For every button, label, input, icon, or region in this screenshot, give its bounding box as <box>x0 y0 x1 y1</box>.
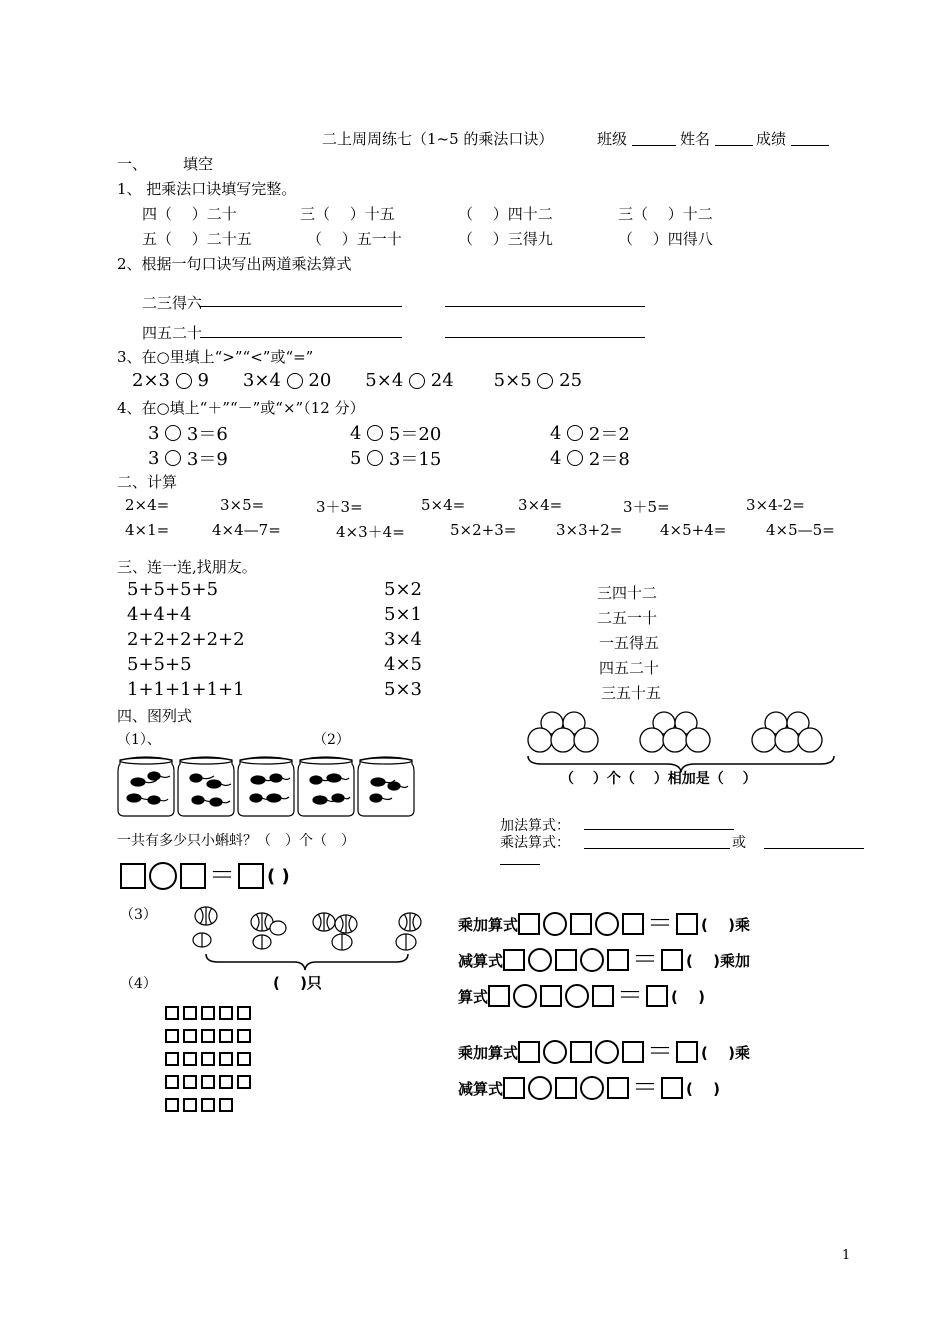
small-square <box>219 1029 233 1043</box>
pumpkin-caption: ( )只 <box>273 974 322 992</box>
q2-blank-2a[interactable] <box>200 337 402 338</box>
mul-formula-blank-c[interactable] <box>500 864 540 865</box>
answer-box[interactable] <box>592 985 614 1007</box>
q1-r1-b: 三（ ）十五 <box>300 205 395 223</box>
q4-circle[interactable] <box>165 450 181 466</box>
q4-r1-c: 4 2＝2 <box>550 422 630 445</box>
eq-row-4 <box>458 1037 750 1067</box>
small-square <box>219 1075 233 1089</box>
match-sum-4: 5+5+5 <box>127 654 192 675</box>
small-square <box>201 1075 215 1089</box>
q4-circle[interactable] <box>567 450 583 466</box>
operator-circle[interactable] <box>528 1076 552 1100</box>
small-square <box>165 1098 179 1112</box>
answer-box[interactable] <box>646 985 668 1007</box>
match-product-2: 5×1 <box>384 604 422 625</box>
q1-r2-d: （ ）四得八 <box>618 230 713 248</box>
equals-sign: ＝ <box>632 945 659 975</box>
score-blank[interactable] <box>791 145 829 146</box>
square-row <box>165 1006 255 1029</box>
match-product-3: 3×4 <box>384 629 422 650</box>
answer-box[interactable] <box>555 949 577 971</box>
answer-box[interactable] <box>622 1041 644 1063</box>
answer-box[interactable] <box>555 1077 577 1099</box>
small-square <box>183 1075 197 1089</box>
small-square <box>183 1052 197 1066</box>
q3-b-right: 20 <box>308 370 332 391</box>
q4-r2-a: 3 3＝9 <box>148 447 228 470</box>
page-number: 1 <box>842 1248 851 1263</box>
name-blank[interactable] <box>715 145 753 146</box>
match-product-5: 5×3 <box>384 679 422 700</box>
small-square <box>237 1006 251 1020</box>
q3-c-left: 5×4 <box>365 370 404 391</box>
square-row <box>165 1075 255 1098</box>
q1-r1-c: （ ）四十二 <box>458 205 553 223</box>
calc-r2-6: 4×5+4= <box>660 521 727 539</box>
tadpole-equation <box>120 862 290 890</box>
operator-circle[interactable] <box>513 984 537 1008</box>
calc-r1-6: 3＋5= <box>623 498 670 516</box>
answer-box[interactable] <box>570 913 592 935</box>
section2-heading: 二、计算 <box>117 473 178 491</box>
match-rhyme-2: 二五一十 <box>597 609 658 627</box>
square-grid <box>165 1006 255 1121</box>
part4-label: （4） <box>120 976 157 992</box>
answer-box[interactable] <box>488 985 510 1007</box>
small-square <box>165 1029 179 1043</box>
square-row <box>165 1029 255 1052</box>
operator-circle[interactable] <box>580 1076 604 1100</box>
section1-heading: 填空 <box>183 155 214 173</box>
q3-c-right: 24 <box>430 370 454 391</box>
calc-r2-7: 4×5—5= <box>766 521 835 539</box>
square-row <box>165 1052 255 1075</box>
small-square <box>201 1006 215 1020</box>
apple-caption: （ ）个（ ）相加是（ ） <box>560 771 757 787</box>
calc-r2-3: 4×3＋4= <box>336 523 405 541</box>
q4-prompt: 4、在○填上“＋”“－”或“×”（12 分） <box>117 399 365 417</box>
small-square <box>219 1006 233 1020</box>
small-square <box>237 1052 251 1066</box>
part1-label: （1）、 <box>117 732 161 748</box>
match-product-1: 5×2 <box>384 579 422 600</box>
answer-box[interactable] <box>676 1041 698 1063</box>
q1-r1-a: 四（ ）二十 <box>142 205 237 223</box>
equals-sign: ＝ <box>209 861 236 891</box>
page-title: 二上周周练七（1~5 的乘法口诀） <box>322 130 554 148</box>
calc-r1-2: 3×5= <box>220 496 265 514</box>
unit-paren: ( ) <box>701 915 735 934</box>
q2-item-1: 二三得六 <box>142 294 203 312</box>
section4-heading: 四、图列式 <box>117 707 193 725</box>
answer-box[interactable] <box>661 949 683 971</box>
part3-label: （3） <box>120 907 157 923</box>
unit-paren: ( ) <box>671 987 705 1006</box>
answer-box[interactable] <box>570 1041 592 1063</box>
answer-box[interactable] <box>676 913 698 935</box>
tadpole-question: 一共有多少只小蝌蚪？（ ）个（ ） <box>117 833 355 849</box>
small-square <box>219 1052 233 1066</box>
equals-sign: ＝ <box>617 981 644 1011</box>
calc-r1-7: 3×4-2= <box>746 496 805 514</box>
small-square <box>183 1006 197 1020</box>
section1-number: 一、 <box>117 155 148 173</box>
q3-d-right: 25 <box>559 370 583 391</box>
score-label: 成绩 <box>756 130 787 148</box>
eq-row-3 <box>458 981 705 1011</box>
match-rhyme-4: 四五二十 <box>599 659 660 677</box>
q4-r1-b: 4 5＝20 <box>350 422 442 445</box>
answer-box[interactable] <box>238 863 264 889</box>
q4-circle[interactable] <box>165 425 181 441</box>
answer-box[interactable] <box>540 985 562 1007</box>
equals-sign: ＝ <box>647 909 674 939</box>
q1-r2-a: 五（ ）二十五 <box>142 230 252 248</box>
answer-box[interactable] <box>622 913 644 935</box>
mul-formula-label: 乘法算式： <box>500 835 570 851</box>
answer-box[interactable] <box>607 949 629 971</box>
answer-box[interactable] <box>661 1077 683 1099</box>
operator-circle[interactable] <box>543 912 567 936</box>
class-blank[interactable] <box>632 145 676 146</box>
small-square <box>201 1029 215 1043</box>
mul-sub-label-start: 乘 <box>734 915 750 934</box>
mul-add-label-end: 算式 <box>458 987 489 1006</box>
operator-circle[interactable] <box>595 912 619 936</box>
mul-sub-label-end: 减算式 <box>458 1079 504 1098</box>
square-row <box>165 1098 255 1121</box>
mul-add-label: 乘加算式 <box>458 915 519 934</box>
answer-box[interactable] <box>518 913 540 935</box>
calc-r1-1: 2×4= <box>125 496 170 514</box>
q4-r2-b: 5 3＝15 <box>350 447 442 470</box>
eq-row-1 <box>458 909 750 939</box>
small-square <box>237 1029 251 1043</box>
unit-paren: ( ) <box>267 865 290 887</box>
part2-label: （2） <box>313 732 350 748</box>
q4-r2-c: 4 2＝8 <box>550 447 630 470</box>
q1-prompt: 1、 把乘法口诀填写完整。 <box>117 180 297 198</box>
calc-r2-1: 4×1= <box>125 521 170 539</box>
q4-r1-a: 3 3＝6 <box>148 422 228 445</box>
match-sum-5: 1+1+1+1+1 <box>127 679 245 700</box>
match-product-4: 4×5 <box>384 654 422 675</box>
mul-formula-blank-b[interactable] <box>764 848 864 849</box>
jar-icon <box>118 757 414 816</box>
match-sum-1: 5+5+5+5 <box>127 579 219 600</box>
operator-circle[interactable] <box>565 984 589 1008</box>
q1-r2-c: （ ）三得九 <box>458 230 553 248</box>
operator-circle[interactable] <box>595 1040 619 1064</box>
match-sum-2: 4+4+4 <box>127 604 192 625</box>
q3-a-left: 2×3 <box>132 370 170 391</box>
small-square <box>201 1052 215 1066</box>
operator-circle[interactable] <box>149 862 177 890</box>
q3-c-circle[interactable] <box>409 373 425 389</box>
q1-r2-b: （ ）五一十 <box>307 230 402 248</box>
match-rhyme-3: 一五得五 <box>599 634 660 652</box>
mul-add-label-start: 乘加 <box>719 951 750 970</box>
q2-blank-1a[interactable] <box>200 306 402 307</box>
pumpkin-icon <box>195 907 217 925</box>
q4-circle[interactable] <box>567 425 583 441</box>
q3-b-left: 3×4 <box>242 370 281 391</box>
equals-sign: ＝ <box>647 1037 674 1067</box>
q3-d-circle[interactable] <box>537 373 553 389</box>
match-rhyme-1: 三四十二 <box>597 584 658 602</box>
name-label: 姓名 <box>680 130 711 148</box>
small-square <box>237 1075 251 1089</box>
calc-r2-4: 5×2+3= <box>450 521 517 539</box>
operator-circle[interactable] <box>543 1040 567 1064</box>
operator-circle[interactable] <box>580 948 604 972</box>
q3-a-circle[interactable] <box>176 373 192 389</box>
answer-box[interactable] <box>503 949 525 971</box>
add-formula-blank[interactable] <box>584 829 734 830</box>
small-square <box>183 1029 197 1043</box>
section3-heading: 三、连一连,找朋友。 <box>117 558 257 576</box>
apple-group-icon <box>528 712 598 752</box>
calc-r1-4: 5×4= <box>421 496 466 514</box>
q3-b-circle[interactable] <box>287 373 303 389</box>
equals-sign: ＝ <box>632 1073 659 1103</box>
q2-blank-1b[interactable] <box>445 306 645 307</box>
q2-item-2: 四五二十 <box>142 324 203 342</box>
q3-row <box>132 370 582 391</box>
square-grid-rows <box>165 1006 255 1121</box>
answer-box[interactable] <box>120 863 146 889</box>
match-sum-3: 2+2+2+2+2 <box>127 629 245 650</box>
q3-a-right: 9 <box>197 370 209 391</box>
mul-formula-blank-a[interactable] <box>584 848 730 849</box>
mul-sub-label-end: 减算式 <box>458 951 504 970</box>
eq-row-5 <box>458 1073 720 1103</box>
match-rhyme-5: 三五十五 <box>601 684 662 702</box>
unit-paren: ( ) <box>701 1043 735 1062</box>
q4-circle[interactable] <box>367 450 383 466</box>
pumpkins-icon <box>186 902 424 972</box>
unit-paren: ( ) <box>686 1079 720 1098</box>
small-square <box>201 1098 215 1112</box>
q2-prompt: 2、根据一句口诀写出两道乘法算式 <box>117 255 352 273</box>
small-square <box>165 1075 179 1089</box>
tadpole-jars-icon <box>112 750 417 818</box>
answer-box[interactable] <box>518 1041 540 1063</box>
answer-box[interactable] <box>503 1077 525 1099</box>
unit-paren: ( ) <box>686 951 720 970</box>
mul-sub-label-start: 乘 <box>734 1043 750 1062</box>
eq-row-2 <box>458 945 750 975</box>
small-square <box>165 1006 179 1020</box>
q2-blank-2b[interactable] <box>445 337 645 338</box>
answer-box[interactable] <box>180 863 206 889</box>
small-square <box>165 1052 179 1066</box>
q4-circle[interactable] <box>367 425 383 441</box>
class-label: 班级 <box>597 130 628 148</box>
q1-r1-d: 三（ ）十二 <box>618 205 713 223</box>
or-label: 或 <box>732 835 746 851</box>
calc-r1-3: 3＋3= <box>316 498 363 516</box>
calc-r2-2: 4×4—7= <box>212 521 281 539</box>
small-square <box>219 1098 233 1112</box>
calc-r1-5: 3×4= <box>518 496 563 514</box>
operator-circle[interactable] <box>528 948 552 972</box>
calc-r2-5: 3×3+2= <box>556 521 623 539</box>
mul-add-label: 乘加算式 <box>458 1043 519 1062</box>
small-square <box>183 1098 197 1112</box>
apple-groups-icon <box>522 708 840 776</box>
q3-prompt: 3、在○里填上“>”“<”或“=” <box>117 348 314 366</box>
q3-d-left: 5×5 <box>493 370 532 391</box>
answer-box[interactable] <box>607 1077 629 1099</box>
add-formula-label: 加法算式： <box>500 818 570 834</box>
